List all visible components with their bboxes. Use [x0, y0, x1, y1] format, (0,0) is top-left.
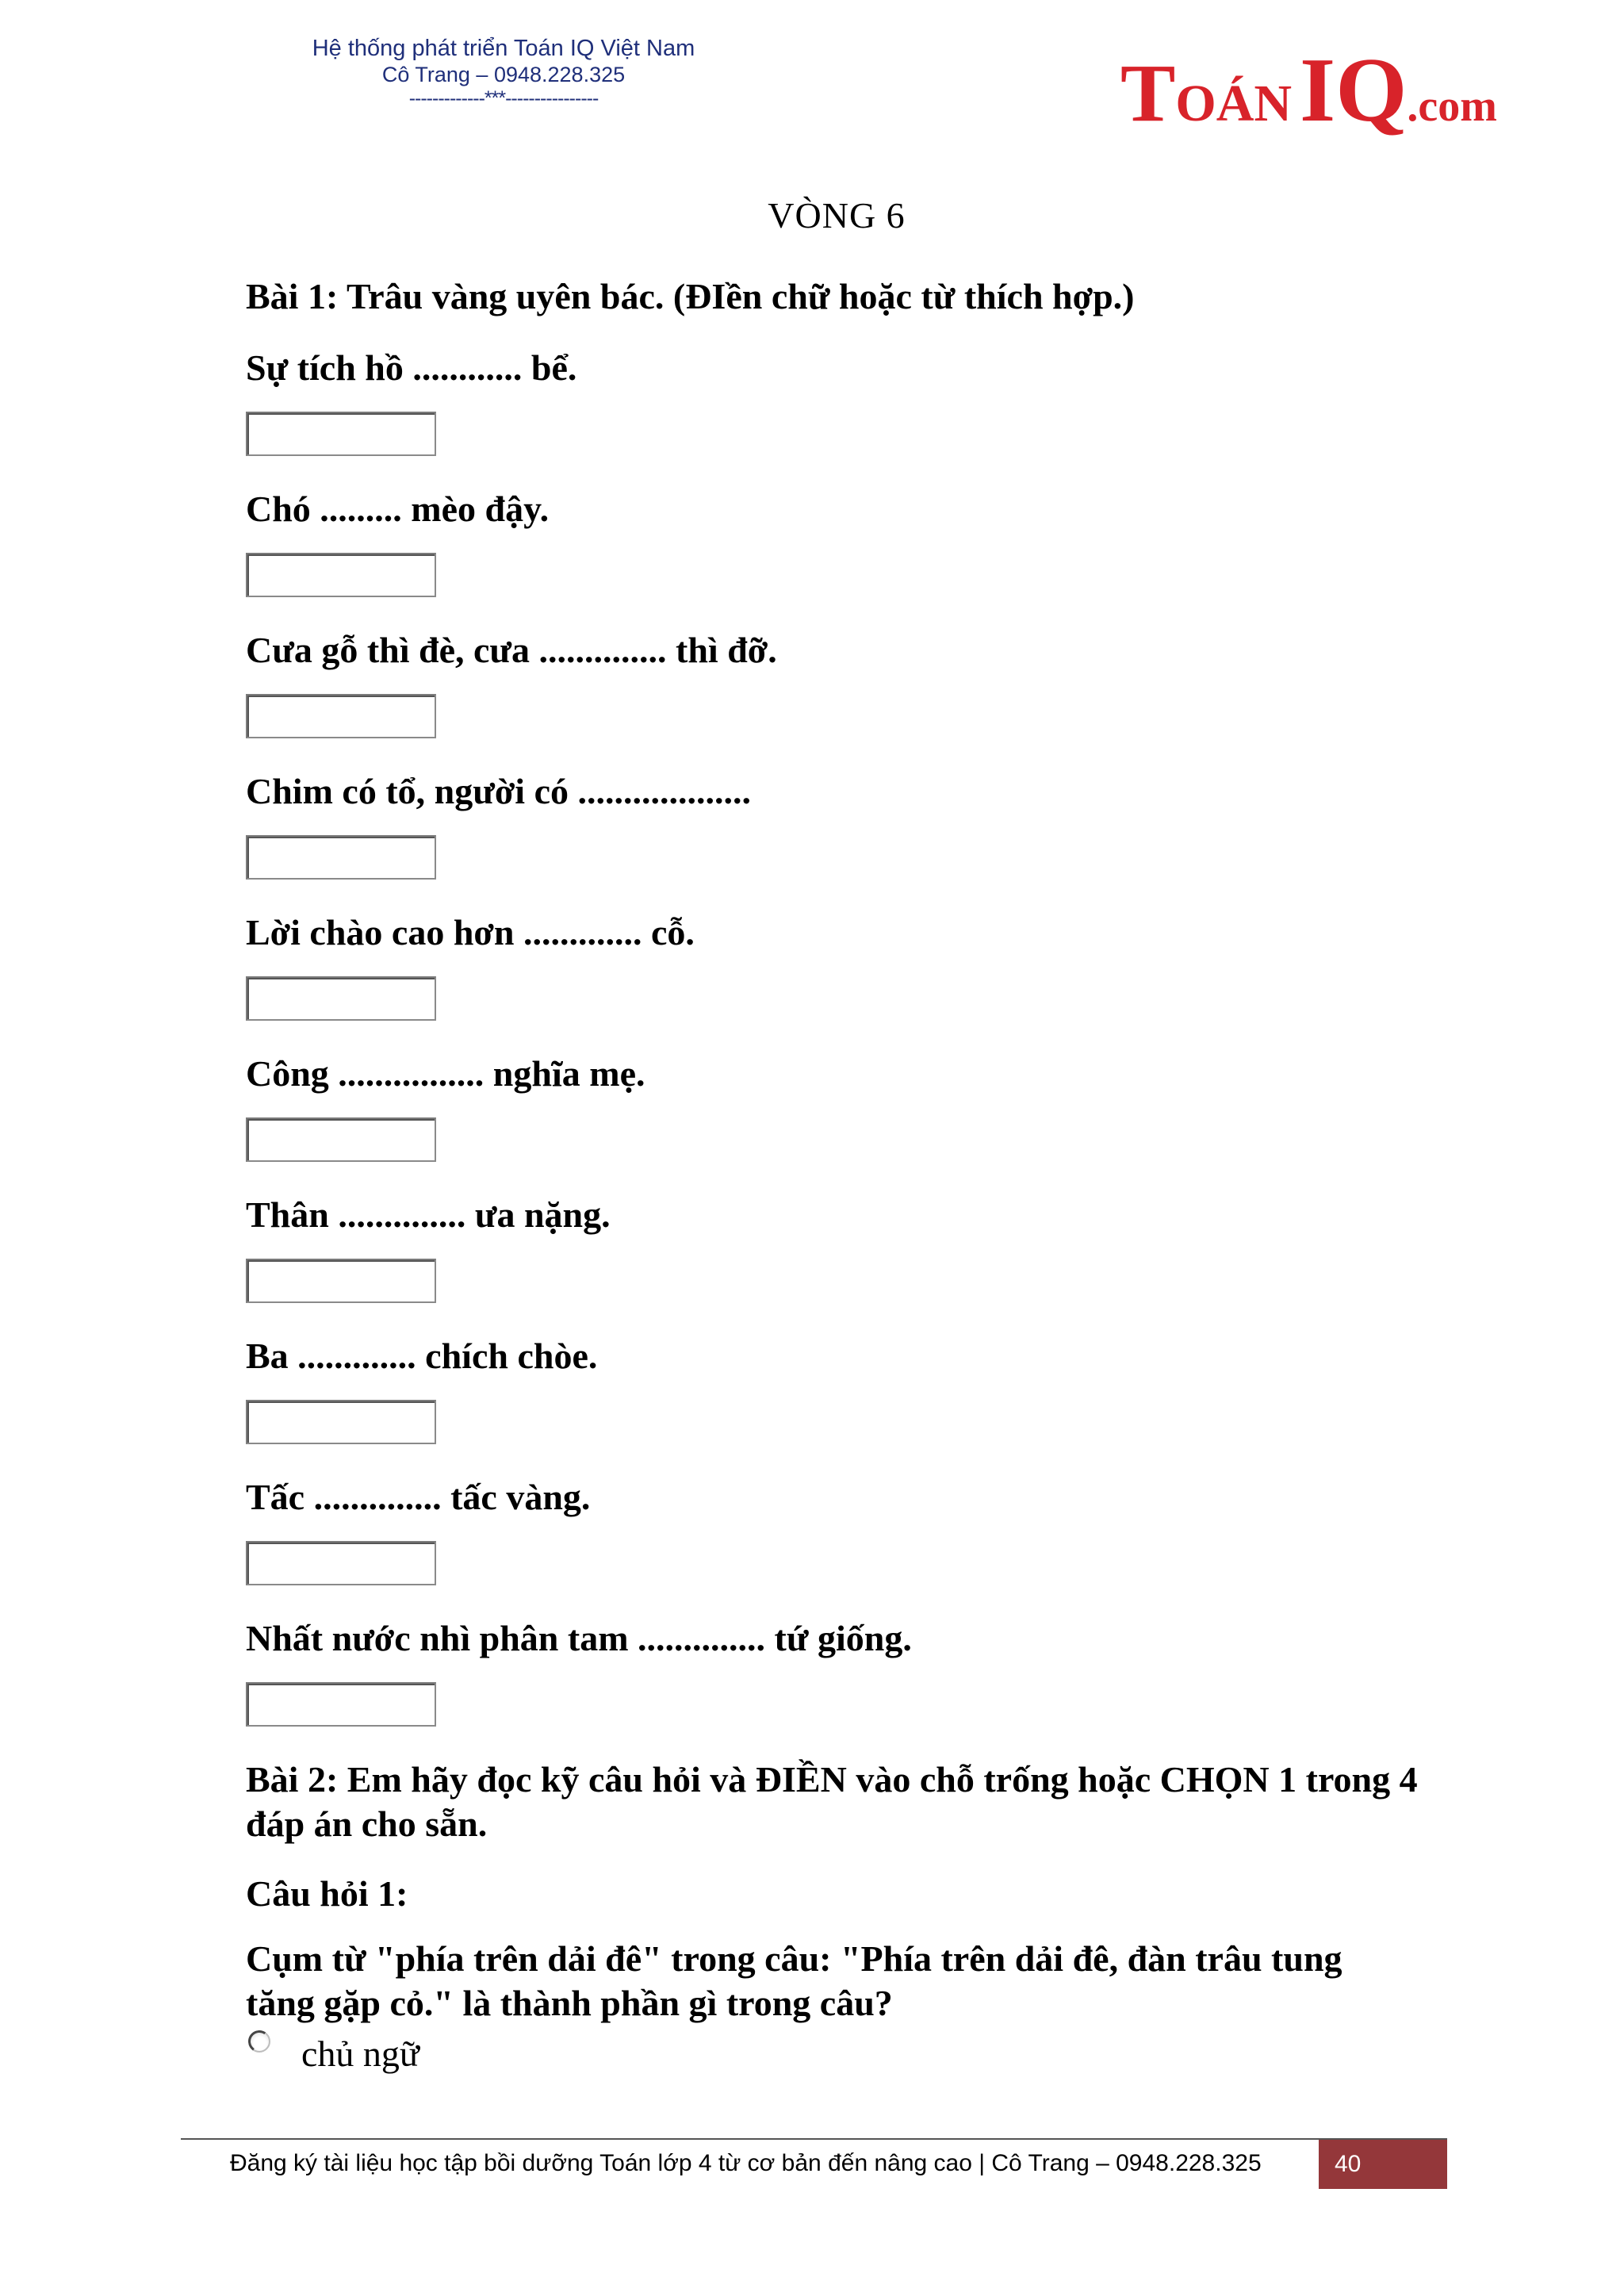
- bai1-item-10: Nhất nước nhì phân tam .............. tứ giống.: [246, 1618, 912, 1658]
- footer-text: Đăng ký tài liệu học tập bồi dưỡng Toán lớp 4 từ cơ bản đến nâng cao | Cô Trang – 0948.228.325: [230, 2150, 1262, 2176]
- bai1-item-9: Tấc .............. tấc vàng.: [246, 1477, 591, 1517]
- answer-input-1[interactable]: [246, 412, 436, 456]
- answer-input-3[interactable]: [246, 694, 436, 738]
- toaniq-logo: TOÁNIQ.com: [1120, 40, 1497, 141]
- page-number: 40: [1319, 2140, 1447, 2189]
- answer-input-7[interactable]: [246, 1259, 436, 1303]
- question-text: Cụm từ "phía trên dải đê" trong câu: "Phía trên dải đê, đàn trâu tung tăng gặp cỏ." là thành phần gì trong câu?: [246, 1938, 1342, 2023]
- answer-input-9[interactable]: [246, 1541, 436, 1585]
- page-title: VÒNG 6: [768, 195, 906, 236]
- header-info: [289, 35, 718, 109]
- answer-input-6[interactable]: [246, 1117, 436, 1162]
- header-contact: Cô Trang – 0948.228.325: [381, 63, 626, 86]
- bai1-item-6: Công ................ nghĩa mẹ.: [246, 1053, 645, 1094]
- header-org: Hệ thống phát triển Toán IQ Việt Nam: [312, 36, 695, 61]
- footer-divider: [181, 2138, 1447, 2140]
- bai1-item-2: Chó ......... mèo đậy.: [246, 489, 550, 529]
- bai1-item-5: Lời chào cao hơn ............. cỗ.: [246, 912, 695, 953]
- bai1-item-1: Sự tích hồ ............ bể.: [246, 347, 577, 388]
- bai1-item-7: Thân .............. ưa nặng.: [246, 1194, 611, 1235]
- bai1-item-3: Cưa gỗ thì đè, cưa .............. thì đỡ.: [246, 630, 777, 670]
- bai2-heading: Bài 2: Em hãy đọc kỹ câu hỏi và ĐIỀN vào chỗ trống hoặc CHỌN 1 trong 4 đáp án cho sẵn.: [246, 1759, 1418, 1844]
- answer-input-4[interactable]: [246, 835, 436, 880]
- header-divider: -------------***----------------: [408, 87, 599, 109]
- answer-input-2[interactable]: [246, 553, 436, 597]
- question-label: Câu hỏi 1:: [246, 1873, 408, 1914]
- answer-input-5[interactable]: [246, 976, 436, 1021]
- option-label-1: chủ ngữ: [301, 2033, 419, 2074]
- option-radio-1[interactable]: [248, 2030, 270, 2053]
- bai1-heading: Bài 1: Trâu vàng uyên bác. (ĐIền chữ hoặc từ thích hợp.): [246, 276, 1135, 316]
- answer-input-10[interactable]: [246, 1682, 436, 1727]
- bai1-item-4: Chim có tổ, người có ...................: [246, 771, 751, 811]
- answer-input-8[interactable]: [246, 1400, 436, 1444]
- bai1-item-8: Ba ............. chích chòe.: [246, 1336, 598, 1376]
